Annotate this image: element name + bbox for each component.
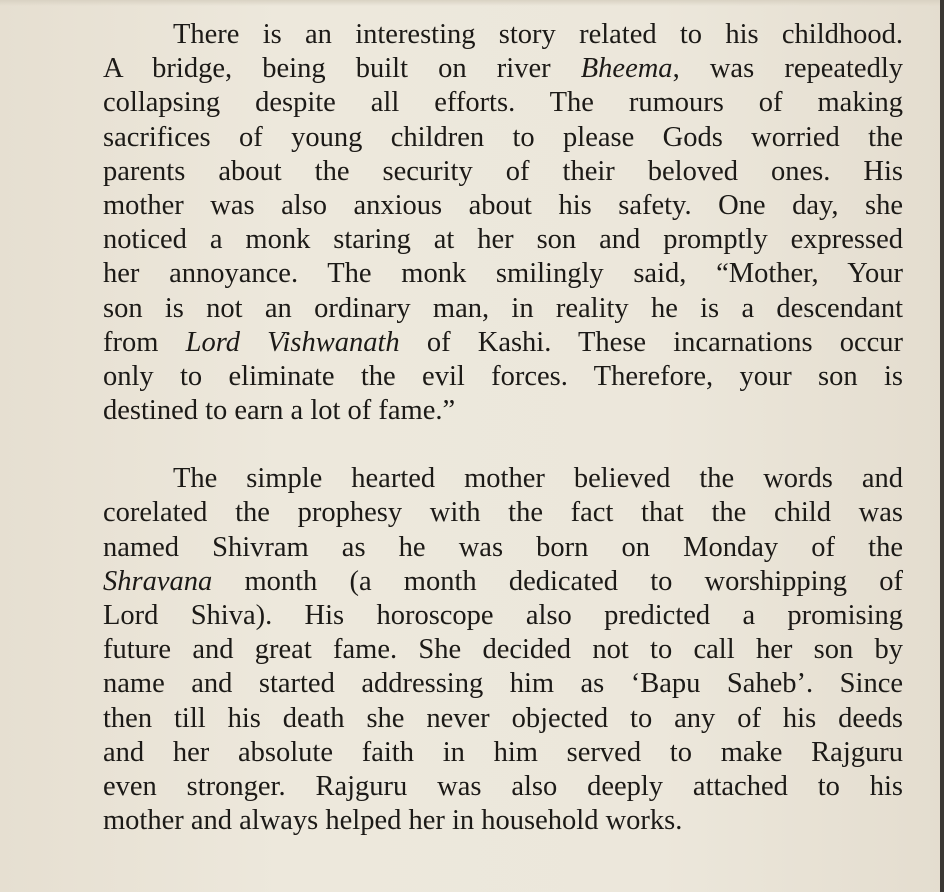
text-line: named Shivram as he was born on Monday of the [103,531,903,563]
text-line [103,565,903,599]
italic-fragment: Bheema [580,53,673,85]
text-line: then till his death she never objected to any of his deeds [103,702,903,734]
paragraph-2 [103,462,903,838]
text-fragment: A bridge, being built on river [103,53,581,85]
text-line: only to eliminate the evil forces. Therefore, your son is [103,360,903,392]
text-line: mother and always helped her in household works. [103,805,683,837]
text-line: collapsing despite all efforts. The rumours of making [103,87,903,119]
text-line: sacrifices of young children to please Gods worried the [103,121,903,153]
text-line: There is an interesting story related to his childhood. [173,19,903,50]
text-line: parents about the security of their beloved ones. His [103,155,903,187]
italic-fragment: Shravana [103,565,213,597]
text-fragment: from [103,326,186,358]
text-fragment: month (a month dedicated to worshipping of [212,565,903,597]
text-line: her annoyance. The monk smilingly said, “Mother, Your [103,258,903,290]
text-line: even stronger. Rajguru was also deeply attached to his [103,770,903,802]
text-line: noticed a monk staring at her son and promptly expressed [103,224,903,256]
paragraph-1 [103,18,903,428]
text-line: mother was also anxious about his safety. One day, she [103,189,903,221]
text-line: destined to earn a lot of fame.” [103,395,456,427]
paragraph-gap [103,428,903,462]
text-line: Lord Shiva). His horoscope also predicted a promising [103,600,903,631]
text-fragment: , was repeatedly [672,53,903,85]
page-top-shadow [0,0,944,6]
text-fragment: of Kashi. These incarnations occur [399,326,903,358]
italic-fragment: Lord Vishwanath [185,326,400,358]
text-line [103,52,903,86]
text-line: name and started addressing him as ‘Bapu Saheb’. Since [103,668,903,700]
text-line: The simple hearted mother believed the words and [173,463,903,495]
page-right-edge [940,0,944,892]
text-line [103,326,903,360]
body-text [103,18,903,838]
text-line: son is not an ordinary man, in reality he is a descendant [103,292,903,324]
text-line: corelated the prophesy with the fact that the child was [103,497,903,529]
text-line: future and great fame. She decided not to call her son by [103,634,903,666]
text-line: and her absolute faith in him served to make Rajguru [103,736,903,768]
